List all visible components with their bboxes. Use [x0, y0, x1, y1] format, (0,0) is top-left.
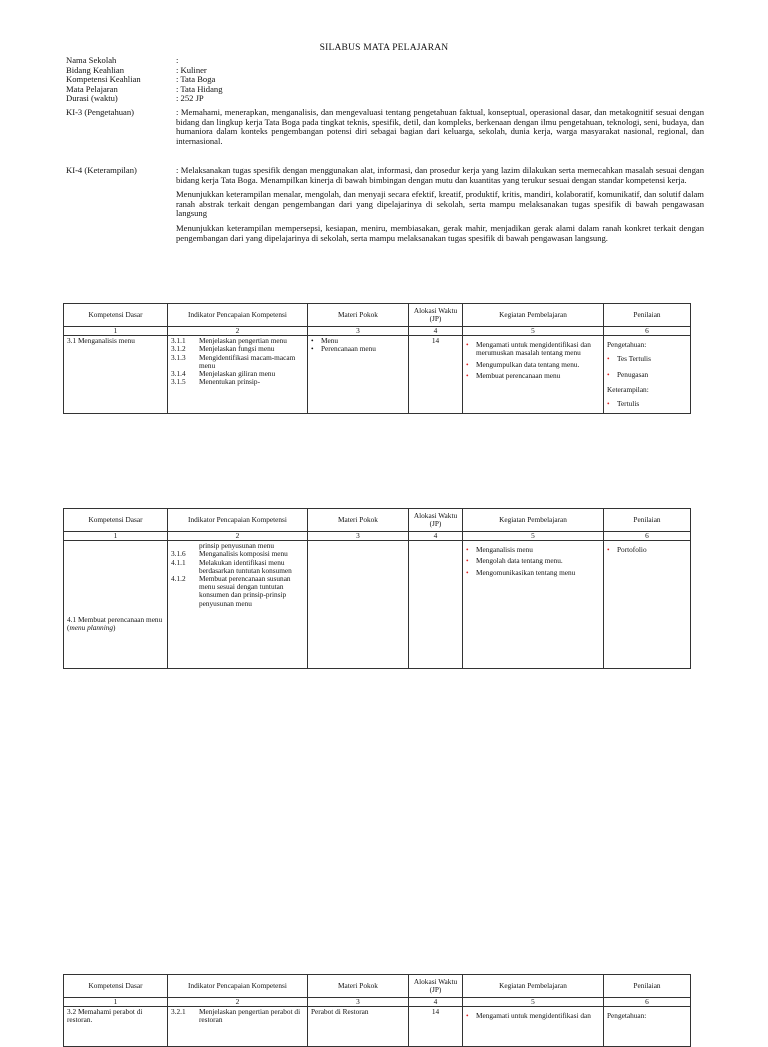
- bullet-icon: •: [466, 340, 469, 350]
- indicator-number: 3.2.1: [171, 1007, 186, 1017]
- materi-text: Menu: [321, 336, 339, 346]
- syllabus-table-2: [63, 508, 691, 669]
- meta-key: Durasi (waktu): [66, 93, 118, 104]
- bullet-icon: •: [311, 336, 314, 346]
- meta-row: [66, 66, 704, 76]
- header-kegiatan: Kegiatan Pembelajaran: [463, 304, 604, 327]
- indicator-text: Menjelaskan pengertian menu: [199, 336, 287, 346]
- ki4-value: [176, 166, 704, 248]
- col-number: 4: [409, 327, 463, 336]
- table-number-row: [64, 532, 691, 541]
- indicator-cell: [168, 336, 308, 414]
- meta-row: [66, 56, 704, 66]
- penilaian-heading: Pengetahuan:: [607, 340, 647, 350]
- indicator-number: 3.1.1: [171, 336, 186, 346]
- indicator-item: [171, 559, 304, 575]
- col-number: 4: [409, 532, 463, 541]
- header-kd: Kompetensi Dasar: [64, 975, 168, 998]
- meta-key: Bidang Keahlian: [66, 64, 124, 75]
- indicator-number: 4.1.1: [171, 557, 186, 567]
- penilaian-item: [607, 355, 687, 363]
- indicator-text: Menentukan prinsip-: [199, 377, 260, 387]
- kd-text: 4.1 Membuat perencanaan menu: [67, 614, 163, 624]
- col-number: 3: [308, 532, 409, 541]
- kd-text: 3.1 Menganalisis menu: [67, 336, 135, 346]
- indicator-cell: [168, 1007, 308, 1047]
- table-row: [64, 541, 691, 669]
- materi-cell: [308, 1007, 409, 1047]
- meta-row: [66, 85, 704, 95]
- kd-text: 3.2 Memahami perabot di restoran.: [67, 1007, 143, 1025]
- col-number: 3: [308, 327, 409, 336]
- kd-italic: menu planning: [69, 622, 114, 632]
- materi-text: Perencanaan menu: [321, 344, 376, 354]
- penilaian-text: Tertulis: [617, 399, 640, 409]
- kd-cell: [64, 1007, 168, 1047]
- kegiatan-item: [466, 569, 600, 577]
- indicator-number: 3.1.2: [171, 344, 186, 354]
- col-number: 1: [64, 998, 168, 1007]
- kegiatan-cell: [463, 1007, 604, 1047]
- materi-item: [311, 345, 405, 353]
- meta-value: : Kuliner: [176, 64, 207, 75]
- penilaian-item: [607, 371, 687, 379]
- syllabus-table-3: [63, 974, 691, 1047]
- kegiatan-item: [466, 372, 600, 380]
- ki3-block: [66, 108, 704, 146]
- indicator-text: Menjelaskan fungsi menu: [199, 344, 275, 354]
- bullet-icon: •: [607, 545, 610, 555]
- header-alokasi: Alokasi Waktu (JP): [409, 304, 463, 327]
- col-number: 6: [604, 998, 691, 1007]
- kegiatan-item: [466, 546, 600, 554]
- header-materi: Materi Pokok: [308, 509, 409, 532]
- kd-cell: [64, 336, 168, 414]
- penilaian-text: Tes Tertulis: [617, 354, 651, 364]
- table-header-row: [64, 509, 691, 532]
- kegiatan-text: Membuat perencanaan menu: [476, 370, 561, 380]
- meta-value: :: [176, 55, 179, 65]
- bullet-icon: •: [466, 370, 469, 380]
- bullet-icon: •: [466, 359, 469, 369]
- kegiatan-text: Mengamati untuk mengidentifikasi dan merumuskan masalah tentang menu: [476, 340, 591, 358]
- col-number: 3: [308, 998, 409, 1007]
- meta-row: [66, 94, 704, 104]
- col-number: 5: [463, 327, 604, 336]
- penilaian-heading: Keterampilan:: [607, 384, 649, 394]
- alokasi-cell: [409, 336, 463, 414]
- col-number: 1: [64, 327, 168, 336]
- col-number: 4: [409, 998, 463, 1007]
- bullet-icon: •: [466, 567, 469, 577]
- indicator-item: [171, 378, 304, 386]
- penilaian-item: [607, 546, 687, 554]
- alokasi-cell: [409, 541, 463, 669]
- indicator-item: [171, 354, 304, 370]
- col-number: 1: [64, 532, 168, 541]
- kd-cell: [64, 541, 168, 669]
- table-row: [64, 336, 691, 414]
- ki4-paragraph: Menunjukkan keterampilan menalar, mengolah, dan menyaji secara efektif, kreatif, produktif, kritis, mandiri, kolaboratif, komunikatif, dan solutif dalam ranah abstrak terkait dengan pengembangan dari yang dipelajarinya di sekolah, serta mampu melaksanakan tugas spesifik di bawah pengawasan langsung: [176, 189, 704, 219]
- indicator-item: [171, 575, 304, 608]
- header-materi: Materi Pokok: [308, 975, 409, 998]
- header-penilaian: Penilaian: [604, 509, 691, 532]
- alokasi-text: 14: [431, 1007, 440, 1017]
- kegiatan-item: [466, 341, 600, 357]
- header-penilaian: Penilaian: [604, 304, 691, 327]
- indicator-number: 4.1.2: [171, 574, 186, 584]
- penilaian-cell: [604, 541, 691, 669]
- penilaian-text: Penugasan: [617, 369, 649, 379]
- header-penilaian: Penilaian: [604, 975, 691, 998]
- bullet-icon: •: [607, 399, 610, 409]
- col-number: 6: [604, 532, 691, 541]
- ki3-value: : Memahami, menerapkan, menganalisis, dan mengevaluasi tentang pengetahuan faktual, konseptual, operasional dasar, dan metakognitif sesuai dengan bidang dan lingkup kerja Tata Boga pada tingkat teknis, spesifik, detil, dan kompleks, berkenaan dengan ilmu pengetahuan, teknologi, seni, budaya, dan humaniora dalam konteks pengembangan potensi diri sebagai bagian dari keluarga, sekolah, dunia kerja, warga masyarakat nasional, regional, dan internasional.: [176, 107, 704, 146]
- document-title: SILABUS MATA PELAJARAN: [319, 43, 449, 53]
- alokasi-text: 14: [431, 336, 440, 346]
- ki4-block: [66, 166, 704, 248]
- kd-subtext: (menu planning): [67, 622, 116, 632]
- bullet-icon: •: [311, 344, 314, 354]
- penilaian-cell: [604, 1007, 691, 1047]
- col-number: 2: [168, 327, 308, 336]
- table-header-row: [64, 304, 691, 327]
- indicator-text: Menjelaskan pengertian perabot di restoran: [199, 1007, 301, 1025]
- indicator-text: Melakukan identifikasi menu berdasarkan tuntutan konsumen: [199, 557, 292, 575]
- meta-value: : 252 JP: [176, 93, 204, 104]
- penilaian-text: Portofolio: [617, 545, 647, 555]
- indicator-number: 3.1.5: [171, 377, 186, 387]
- meta-key: Kompetensi Keahlian: [66, 74, 141, 85]
- header-ipk: Indikator Pencapaian Kompetensi: [168, 975, 308, 998]
- header-materi: Materi Pokok: [308, 304, 409, 327]
- header-alokasi: Alokasi Waktu (JP): [409, 975, 463, 998]
- header-kd: Kompetensi Dasar: [64, 509, 168, 532]
- meta-key: Nama Sekolah: [66, 55, 117, 65]
- col-number: 2: [168, 532, 308, 541]
- meta-value: : Tata Boga: [176, 74, 216, 85]
- penilaian-cell: [604, 336, 691, 414]
- kegiatan-text: Mengumpulkan data tentang menu.: [476, 359, 580, 369]
- indicator-text: Mengidentifikasi macam-macam menu: [199, 352, 296, 370]
- bullet-icon: •: [466, 1011, 469, 1021]
- header-kegiatan: Kegiatan Pembelajaran: [463, 975, 604, 998]
- alokasi-cell: [409, 1007, 463, 1047]
- indicator-text: Menjelaskan giliran menu: [199, 369, 276, 379]
- bullet-icon: •: [466, 545, 469, 555]
- materi-text: Perabot di Restoran: [311, 1007, 369, 1017]
- header-ipk: Indikator Pencapaian Kompetensi: [168, 509, 308, 532]
- meta-value: : Tata Hidang: [176, 83, 223, 94]
- col-number: 5: [463, 532, 604, 541]
- indicator-number: 3.1.3: [171, 352, 186, 362]
- ki3-key: KI-3 (Pengetahuan): [66, 107, 135, 117]
- kegiatan-cell: [463, 541, 604, 669]
- penilaian-heading: Pengetahuan:: [607, 1011, 647, 1021]
- indicator-text: Menganalisis komposisi menu: [199, 549, 288, 559]
- kegiatan-text: Mengolah data tentang menu.: [476, 556, 563, 566]
- col-number: 5: [463, 998, 604, 1007]
- kegiatan-text: Mengomunikasikan tentang menu: [476, 567, 576, 577]
- table-number-row: [64, 327, 691, 336]
- meta-block: [66, 56, 704, 104]
- table-header-row: [64, 975, 691, 998]
- ki4-paragraph: : Melaksanakan tugas spesifik dengan menggunakan alat, informasi, dan prosedur kerja yang lazim dilakukan serta memecahkan masalah sesuai dengan bidang kerja Tata Boga. Menampilkan kinerja di bawah bimbingan dengan mutu dan kuantitas yang terukur sesuai dengan standar kompetensi kerja.: [176, 165, 704, 185]
- kegiatan-item: [466, 361, 600, 369]
- meta-key: Mata Pelajaran: [66, 83, 118, 94]
- header-kd: Kompetensi Dasar: [64, 304, 168, 327]
- indicator-text: Membuat perencanaan susunan menu sesuai dengan tuntutan konsumen dan prinsip-prinsip penyusunan menu: [199, 574, 291, 608]
- bullet-icon: •: [466, 556, 469, 566]
- indicator-item: [171, 1008, 304, 1024]
- materi-cell: [308, 541, 409, 669]
- ki4-paragraph: Menunjukkan keterampilan mempersepsi, kesiapan, meniru, membiasakan, gerak mahir, menjadikan gerak alami dalam ranah konkret terkait dengan pengembangan dari yang dipelajarinya di sekolah, serta mampu melaksanakan tugas spesifik di bawah pengawasan langsung.: [176, 222, 704, 243]
- indicator-number: 3.1.6: [171, 549, 186, 559]
- ki4-key: KI-4 (Keterampilan): [66, 165, 137, 175]
- header-kegiatan: Kegiatan Pembelajaran: [463, 509, 604, 532]
- syllabus-table-1: [63, 303, 691, 414]
- col-number: 2: [168, 998, 308, 1007]
- penilaian-item: [607, 400, 687, 408]
- meta-row: [66, 75, 704, 85]
- bullet-icon: •: [607, 354, 610, 364]
- header-ipk: Indikator Pencapaian Kompetensi: [168, 304, 308, 327]
- indicator-number: 3.1.4: [171, 369, 186, 379]
- indicator-cell: [168, 541, 308, 669]
- indicator-text: prinsip penyusunan menu: [199, 541, 274, 551]
- kegiatan-text: Mengamati untuk mengidentifikasi dan: [476, 1011, 591, 1021]
- bullet-icon: •: [607, 369, 610, 379]
- kegiatan-text: Menganalisis menu: [476, 545, 533, 555]
- kegiatan-item: [466, 557, 600, 565]
- materi-cell: [308, 336, 409, 414]
- kegiatan-item: [466, 1012, 600, 1020]
- kegiatan-cell: [463, 336, 604, 414]
- table-number-row: [64, 998, 691, 1007]
- table-row: [64, 1007, 691, 1047]
- col-number: 6: [604, 327, 691, 336]
- header-alokasi: Alokasi Waktu (JP): [409, 509, 463, 532]
